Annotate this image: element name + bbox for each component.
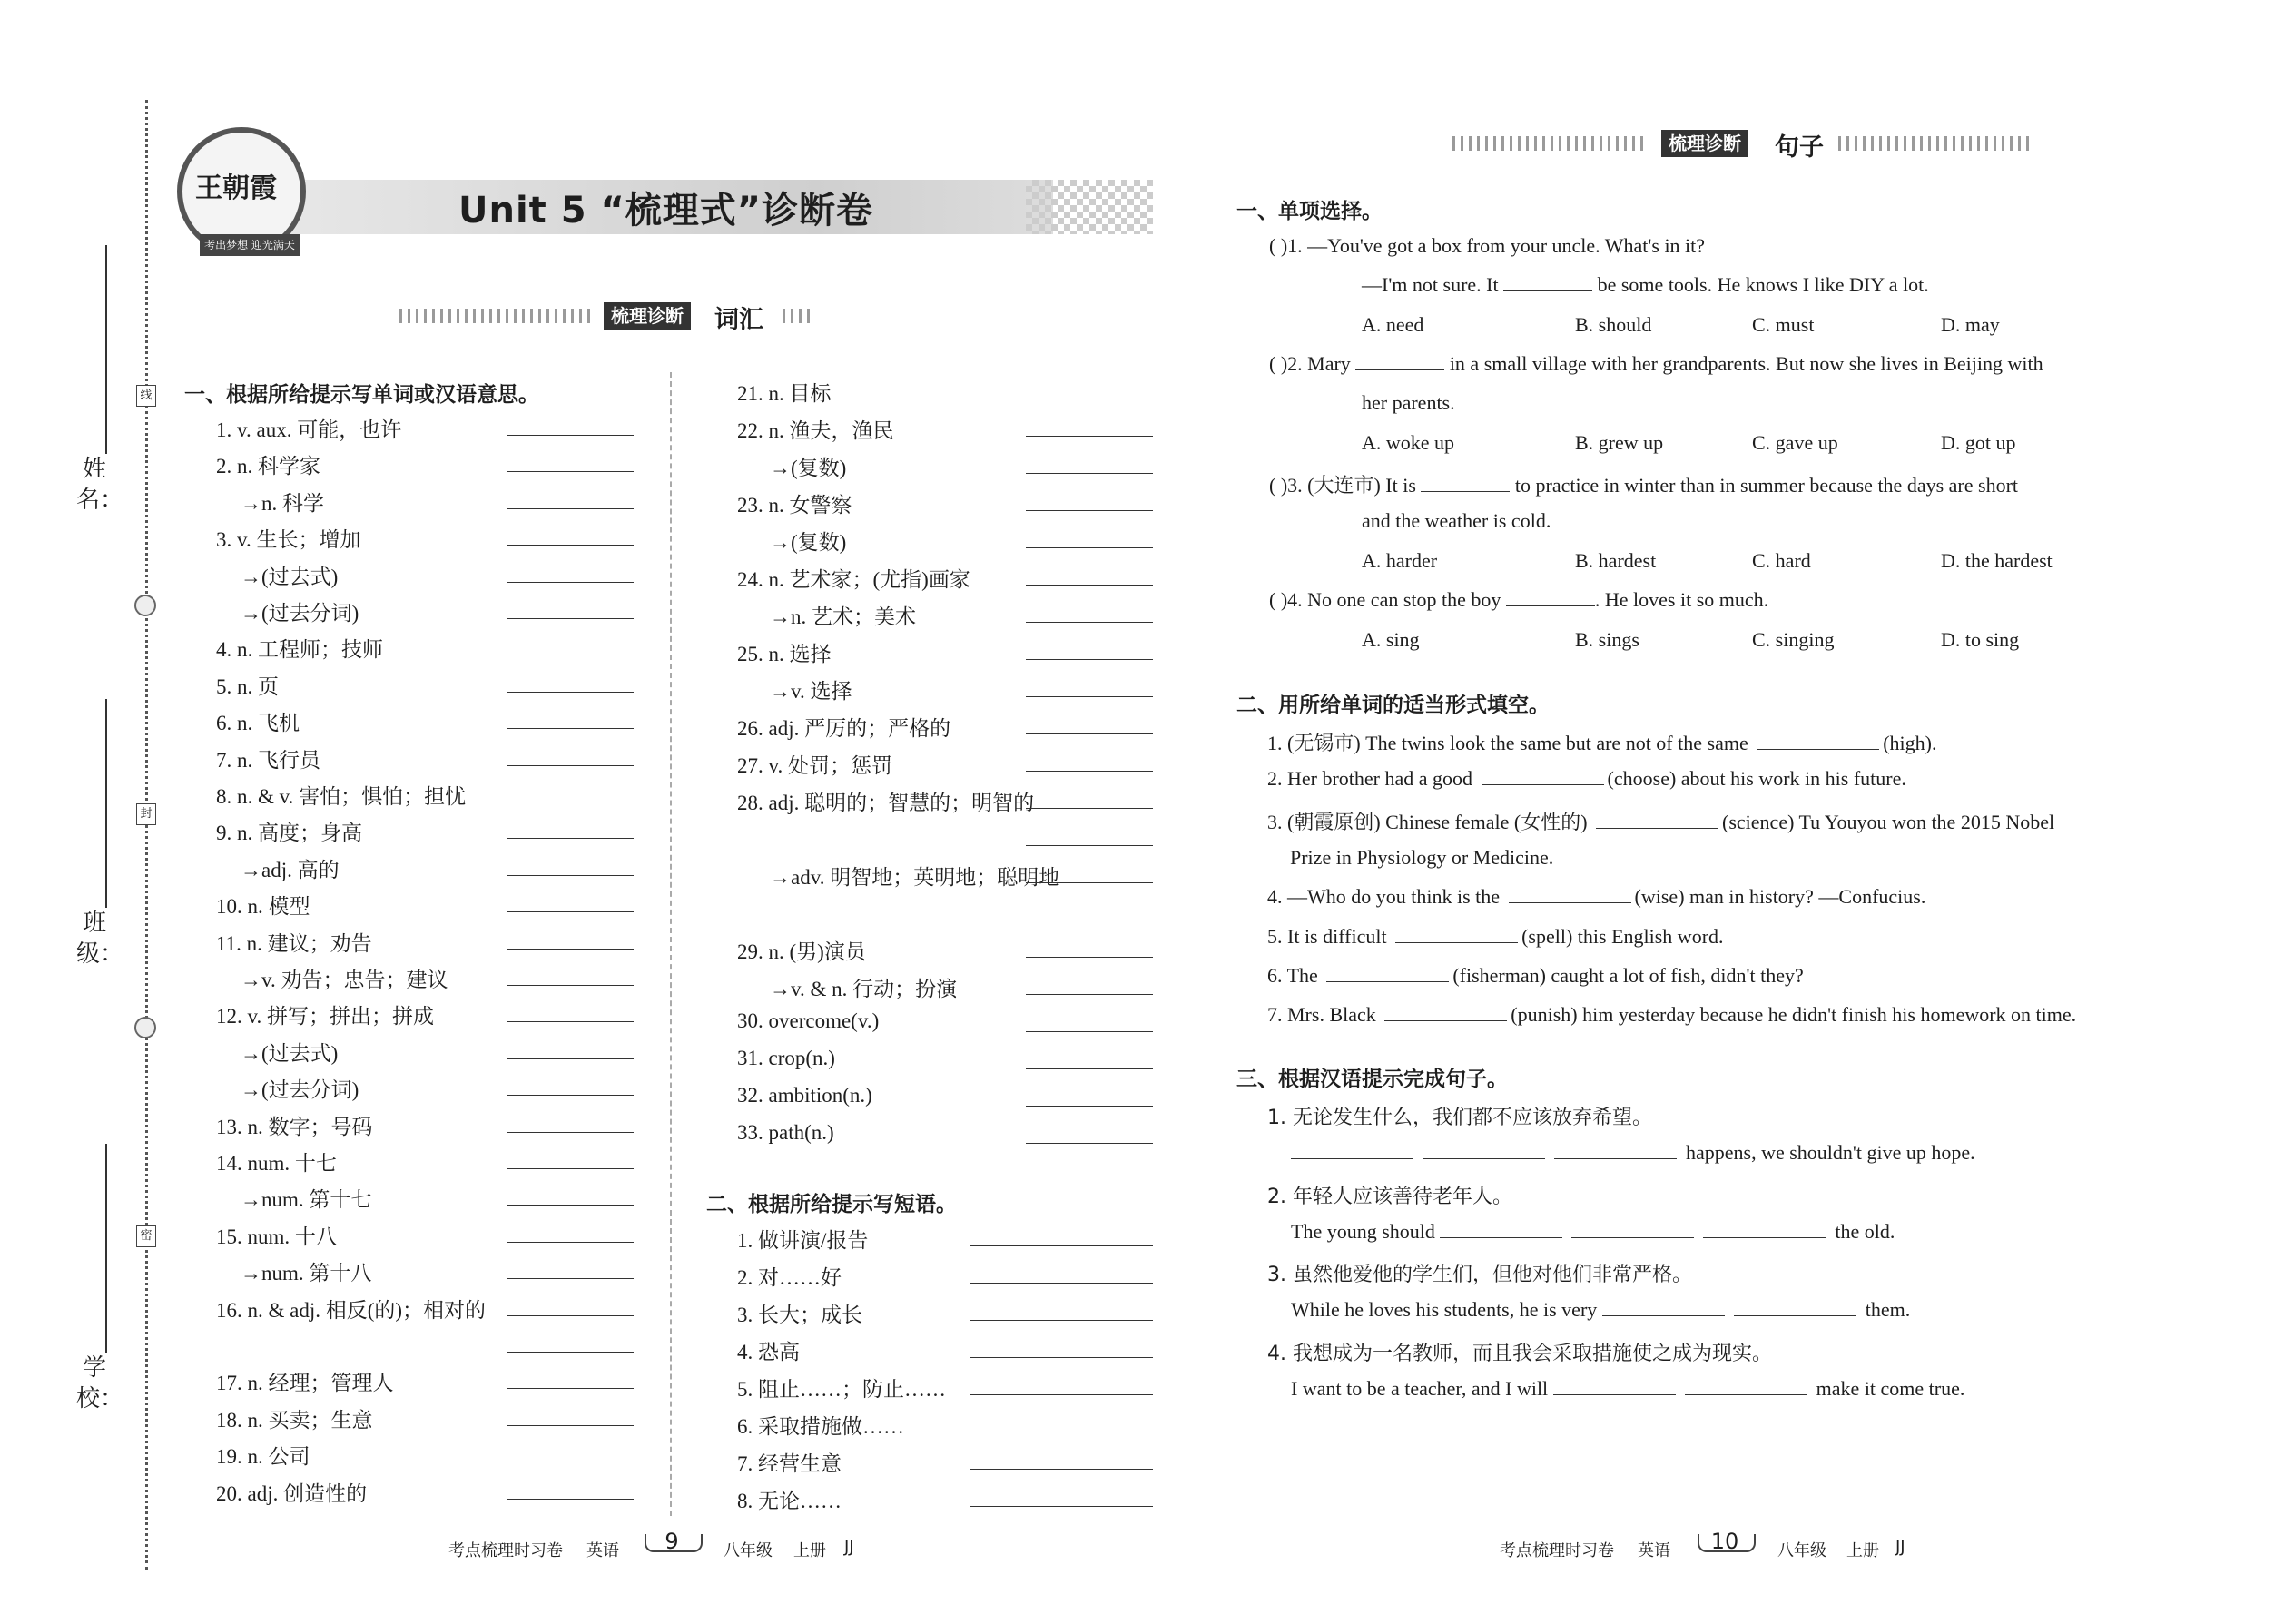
vocab-item: 28. adj. 聪明的；智慧的；明智的 (737, 792, 1035, 814)
fill-blank-item: 5. It is difficult (spell) this English word. (1267, 925, 1724, 948)
vocab-item: 5. n. 页 (216, 675, 279, 698)
section-tag: 梳理诊断 (604, 302, 691, 330)
vocab-item: 10. n. 模型 (216, 895, 310, 918)
answer-line[interactable] (970, 1506, 1153, 1507)
answer-line[interactable] (1026, 473, 1153, 474)
logo-ribbon: 考出梦想 迎光满天 (200, 234, 300, 256)
answer-line[interactable] (1026, 808, 1153, 809)
vocab-item: 22. n. 渔夫，渔民 (737, 419, 894, 442)
footer-grade: 八年级 (1777, 1541, 1826, 1560)
answer-line[interactable] (1026, 1143, 1153, 1144)
page-number-left: 9 (665, 1529, 679, 1554)
q2-line2: her parents. (1362, 391, 1455, 414)
answer-line[interactable] (1026, 882, 1153, 883)
vocab-item: →(过去分词) (241, 1078, 359, 1101)
translation-prompt: 4. 我想成为一名教师，而且我会采取措施使之成为现实。 (1267, 1343, 1772, 1365)
translation-answer: happens, we shouldn't give up hope. (1291, 1141, 1975, 1165)
answer-blank[interactable] (1685, 1378, 1807, 1395)
answer-line[interactable] (970, 1357, 1153, 1358)
vocab-item: 13. n. 数字；号码 (216, 1116, 373, 1138)
vocab-item: →n. 艺术；美术 (770, 605, 916, 628)
q2-option-b: B. grew up (1575, 431, 1664, 454)
vocab-item: 12. v. 拼写；拼出；拼成 (216, 1005, 435, 1028)
answer-line[interactable] (970, 1469, 1153, 1470)
q1-option-b: B. should (1575, 313, 1652, 336)
vocab-item: →v. & n. 行动；扮演 (770, 978, 958, 1000)
page-title: Unit 5 “梳理式”诊断卷 (458, 190, 874, 231)
phrase-item: 5. 阻止……；防止…… (737, 1378, 946, 1401)
section-tag: 梳理诊断 (1661, 130, 1748, 157)
answer-blank[interactable] (1703, 1221, 1826, 1238)
q4-stem: ( )4. No one can stop the boy . He loves it so much. (1269, 588, 1769, 611)
answer-line[interactable] (507, 1499, 634, 1500)
fill-blank-item: 4. —Who do you think is the (wise) man in history? —Confucius. (1267, 885, 1926, 908)
q3-option-d: D. the hardest (1941, 549, 2053, 572)
binding-dotted-line (145, 100, 148, 1570)
answer-line[interactable] (507, 692, 634, 693)
phrase-item: 8. 无论…… (737, 1490, 842, 1512)
fill-blank-item: 1. (无锡市) The twins look the same but are not of the same (high). (1267, 732, 1937, 754)
translation-answer: I want to be a teacher, and I will make it come true. (1291, 1377, 1965, 1400)
name-write-line (105, 245, 107, 454)
footer-subject: 英语 (586, 1541, 619, 1560)
vocab-item: →v. 选择 (770, 680, 852, 703)
translation-answer: The young should the old. (1291, 1220, 1895, 1243)
answer-line[interactable] (507, 1205, 634, 1206)
answer-line[interactable] (1026, 659, 1153, 660)
vocab-item: 18. n. 买卖；生意 (216, 1409, 373, 1432)
vocab-item: →adj. 高的 (241, 859, 340, 881)
answer-line[interactable] (507, 1278, 634, 1279)
school-label: 学校： (76, 1354, 124, 1412)
q1-line2: —I'm not sure. It be some tools. He knows I like DIY a lot. (1362, 273, 1929, 296)
binding-knot-icon (134, 595, 156, 616)
answer-blank[interactable] (1553, 1378, 1676, 1395)
answer-blank[interactable] (1395, 926, 1518, 943)
answer-line[interactable] (507, 471, 634, 472)
answer-line[interactable] (507, 1388, 634, 1389)
s3-heading: 三、根据汉语提示完成句子。 (1236, 1068, 1508, 1091)
answer-blank[interactable] (1602, 1299, 1725, 1316)
cut-mark-line: 线 (136, 385, 156, 407)
school-write-line (105, 1144, 107, 1353)
answer-line[interactable] (507, 985, 634, 986)
vocab-item: →adv. 明智地；英明地；聪明地 (770, 866, 1060, 889)
footer-edition: JJ (844, 1538, 854, 1557)
answer-line[interactable] (970, 1320, 1153, 1321)
answer-blank[interactable] (1482, 768, 1604, 785)
answer-line[interactable] (507, 1315, 634, 1316)
q1-option-c: C. must (1752, 313, 1815, 336)
answer-line[interactable] (1026, 1106, 1153, 1107)
footer-edition: JJ (1895, 1538, 1905, 1557)
answer-line[interactable] (507, 949, 634, 950)
q2-option-d: D. got up (1941, 431, 2016, 454)
answer-blank[interactable] (1423, 1142, 1545, 1159)
vocab-item: 32. ambition(n.) (737, 1084, 872, 1107)
vocab-item: 16. n. & adj. 相反(的)；相对的 (216, 1299, 487, 1322)
answer-line[interactable] (1026, 733, 1153, 734)
vocab-item: 7. n. 飞行员 (216, 749, 320, 772)
translation-prompt: 3. 虽然他爱他的学生们，但他对他们非常严格。 (1267, 1264, 1692, 1286)
answer-line[interactable] (507, 1058, 634, 1059)
q3-stem: ( )3. (大连市) It is to practice in winter than in summer because the days are short (1269, 474, 2019, 497)
q1-option-d: D. may (1941, 313, 2000, 336)
vocab-item: 2. n. 科学家 (216, 455, 320, 477)
vocab-item: →(过去分词) (241, 602, 359, 625)
answer-line[interactable] (1026, 957, 1153, 958)
phrase-item: 6. 采取措施做…… (737, 1415, 904, 1438)
answer-line[interactable] (507, 911, 634, 912)
stripe-decoration (1838, 136, 2033, 151)
vocab-item: 20. adj. 创造性的 (216, 1482, 368, 1505)
fill-blank-item: 6. The (fisherman) caught a lot of fish, didn't they? (1267, 964, 1804, 987)
answer-blank[interactable] (1571, 1221, 1694, 1238)
footer-volume: 上册 (1846, 1541, 1879, 1560)
answer-line[interactable] (507, 875, 634, 876)
vocab-item: 11. n. 建议；劝告 (216, 932, 372, 955)
answer-line[interactable] (970, 1283, 1153, 1284)
cut-mark-secret: 密 (136, 1225, 156, 1247)
q4-option-d: D. to sing (1941, 628, 2020, 651)
phrase-item: 4. 恐高 (737, 1341, 800, 1363)
answer-blank[interactable] (1440, 1221, 1562, 1238)
answer-line[interactable] (1026, 994, 1153, 995)
fill-blank-item: 2. Her brother had a good (choose) about his work in his future. (1267, 767, 1906, 790)
vocab-item: →num. 第十七 (241, 1188, 372, 1211)
phrase-item: 2. 对……好 (737, 1266, 842, 1289)
section-title-sentence: 句子 (1775, 133, 1824, 162)
answer-line[interactable] (1026, 845, 1153, 846)
vocab-item: 4. n. 工程师；技师 (216, 638, 383, 661)
section-title-vocab: 词汇 (714, 306, 763, 334)
vocab-item: 30. overcome(v.) (737, 1009, 880, 1032)
vocab-item: →v. 劝告；忠告；建议 (241, 969, 448, 991)
class-write-line (105, 699, 107, 908)
vocab-item: 19. n. 公司 (216, 1445, 310, 1468)
answer-line[interactable] (1026, 1068, 1153, 1069)
vocab-item: →num. 第十八 (241, 1262, 372, 1284)
vocab-item: 24. n. 艺术家；(尤指)画家 (737, 568, 970, 591)
answer-line[interactable] (970, 1394, 1153, 1395)
cut-mark-seal: 封 (136, 803, 156, 825)
answer-line[interactable] (1026, 510, 1153, 511)
vocab-item: 23. n. 女警察 (737, 494, 852, 517)
vocab-item: →(复数) (770, 531, 847, 554)
answer-line[interactable] (1026, 696, 1153, 697)
answer-line[interactable] (1026, 547, 1153, 548)
banner-checker-pattern (1026, 180, 1153, 234)
answer-line[interactable] (507, 618, 634, 619)
binding-knot-icon (134, 1017, 156, 1038)
q4-option-a: A. sing (1362, 628, 1420, 651)
answer-blank[interactable] (1291, 1142, 1413, 1159)
answer-line[interactable] (507, 1168, 634, 1169)
answer-line[interactable] (1026, 771, 1153, 772)
fill-blank-item: 3. (朝霞原创) Chinese female (女性的) (science) Tu Youyou won the 2015 Nobel (1267, 811, 2055, 833)
logo-text: 王朝霞 (195, 172, 277, 204)
q3-option-b: B. hardest (1575, 549, 1657, 572)
stripe-decoration (783, 309, 814, 323)
page-number-right: 10 (1710, 1529, 1739, 1554)
stripe-decoration (399, 309, 595, 323)
answer-line[interactable] (507, 1132, 634, 1133)
phrase-item: 7. 经营生意 (737, 1452, 842, 1475)
phrase-item: 3. 长大；成长 (737, 1304, 862, 1326)
answer-line[interactable] (507, 765, 634, 766)
phrase-item: 1. 做讲演/报告 (737, 1229, 869, 1252)
q3-line2: and the weather is cold. (1362, 509, 1551, 532)
answer-line[interactable] (1026, 436, 1153, 437)
answer-line[interactable] (1026, 622, 1153, 623)
answer-line[interactable] (507, 582, 634, 583)
translation-prompt: 2. 年轻人应该善待老年人。 (1267, 1186, 1512, 1208)
answer-line[interactable] (507, 1242, 634, 1243)
footer-grade: 八年级 (724, 1541, 773, 1560)
answer-blank[interactable] (1734, 1299, 1856, 1316)
vocab-item: 17. n. 经理；管理人 (216, 1372, 394, 1394)
answer-line[interactable] (507, 728, 634, 729)
q4-option-c: C. singing (1752, 628, 1835, 651)
answer-line[interactable] (507, 1352, 634, 1353)
vocab-item: 9. n. 高度；身高 (216, 822, 362, 844)
s2-heading: 二、用所给单词的适当形式填空。 (1236, 694, 1550, 717)
answer-line[interactable] (970, 1245, 1153, 1246)
answer-blank[interactable] (1757, 733, 1879, 750)
vocab-item: 14. num. 十七 (216, 1152, 337, 1175)
answer-blank[interactable] (1509, 886, 1631, 903)
answer-blank[interactable] (1596, 812, 1718, 829)
answer-line[interactable] (507, 1021, 634, 1022)
answer-blank[interactable] (1554, 1142, 1677, 1159)
vocab-item: 31. crop(n.) (737, 1047, 835, 1069)
answer-line[interactable] (507, 435, 634, 436)
q1-stem: ( )1. —You've got a box from your uncle. What's in it? (1269, 234, 1706, 257)
stripe-decoration (1452, 136, 1648, 151)
translation-prompt: 1. 无论发生什么，我们都不应该放弃希望。 (1267, 1107, 1652, 1129)
footer-subject: 英语 (1638, 1541, 1670, 1560)
translation-answer: While he loves his students, he is very them. (1291, 1298, 1911, 1321)
q2-option-a: A. woke up (1362, 431, 1455, 454)
s1-heading: 一、单项选择。 (1236, 200, 1383, 223)
answer-line[interactable] (1026, 1031, 1153, 1032)
vocab-item: 33. path(n.) (737, 1121, 834, 1144)
footer-book: 考点梳理时习卷 (1500, 1541, 1614, 1560)
vocab-item: 21. n. 目标 (737, 382, 832, 405)
vocab-item: 3. v. 生长；增加 (216, 528, 361, 551)
vocab-item: 29. n. (男)演员 (737, 940, 866, 963)
q3-option-a: A. harder (1362, 549, 1438, 572)
vocab-item: 15. num. 十八 (216, 1225, 337, 1248)
vocab-item: →(复数) (770, 457, 847, 479)
answer-blank[interactable] (1384, 1004, 1507, 1021)
vocab-item: 27. v. 处罚；惩罚 (737, 754, 893, 777)
answer-line[interactable] (1026, 585, 1153, 586)
answer-line[interactable] (507, 838, 634, 839)
q3-option-c: C. hard (1752, 549, 1811, 572)
q1-option-a: A. need (1362, 313, 1424, 336)
vocab-item: 25. n. 选择 (737, 643, 832, 665)
part1-heading: 一、根据所给提示写单词或汉语意思。 (184, 383, 539, 407)
footer-book: 考点梳理时习卷 (448, 1541, 563, 1560)
answer-line[interactable] (507, 508, 634, 509)
name-label: 姓名： (76, 456, 124, 514)
part2-heading: 二、根据所给提示写短语。 (706, 1193, 957, 1216)
vocab-item: 1. v. aux. 可能，也许 (216, 418, 402, 441)
vocab-item: 6. n. 飞机 (216, 712, 300, 734)
footer-volume: 上册 (793, 1541, 826, 1560)
class-label: 班级： (76, 910, 124, 968)
q4-option-b: B. sings (1575, 628, 1639, 651)
fill-blank-item: Prize in Physiology or Medicine. (1290, 846, 1554, 869)
vocab-item: →(过去式) (241, 566, 339, 588)
answer-line[interactable] (507, 545, 634, 546)
vocab-item: 8. n. & v. 害怕；惧怕；担忧 (216, 785, 467, 808)
vocab-item: 26. adj. 严厉的；严格的 (737, 717, 951, 740)
q2-option-c: C. gave up (1752, 431, 1838, 454)
answer-blank[interactable] (1326, 965, 1449, 982)
answer-line[interactable] (507, 1425, 634, 1426)
answer-line[interactable] (507, 1095, 634, 1096)
q2-stem: ( )2. Mary in a small village with her grandparents. But now she lives in Beijing with (1269, 352, 2043, 375)
fill-blank-item: 7. Mrs. Black (punish) him yesterday because he didn't finish his homework on time. (1267, 1003, 2077, 1026)
vocab-item: →(过去式) (241, 1042, 339, 1065)
vocab-item: →n. 科学 (241, 492, 324, 515)
column-separator (670, 372, 672, 1516)
